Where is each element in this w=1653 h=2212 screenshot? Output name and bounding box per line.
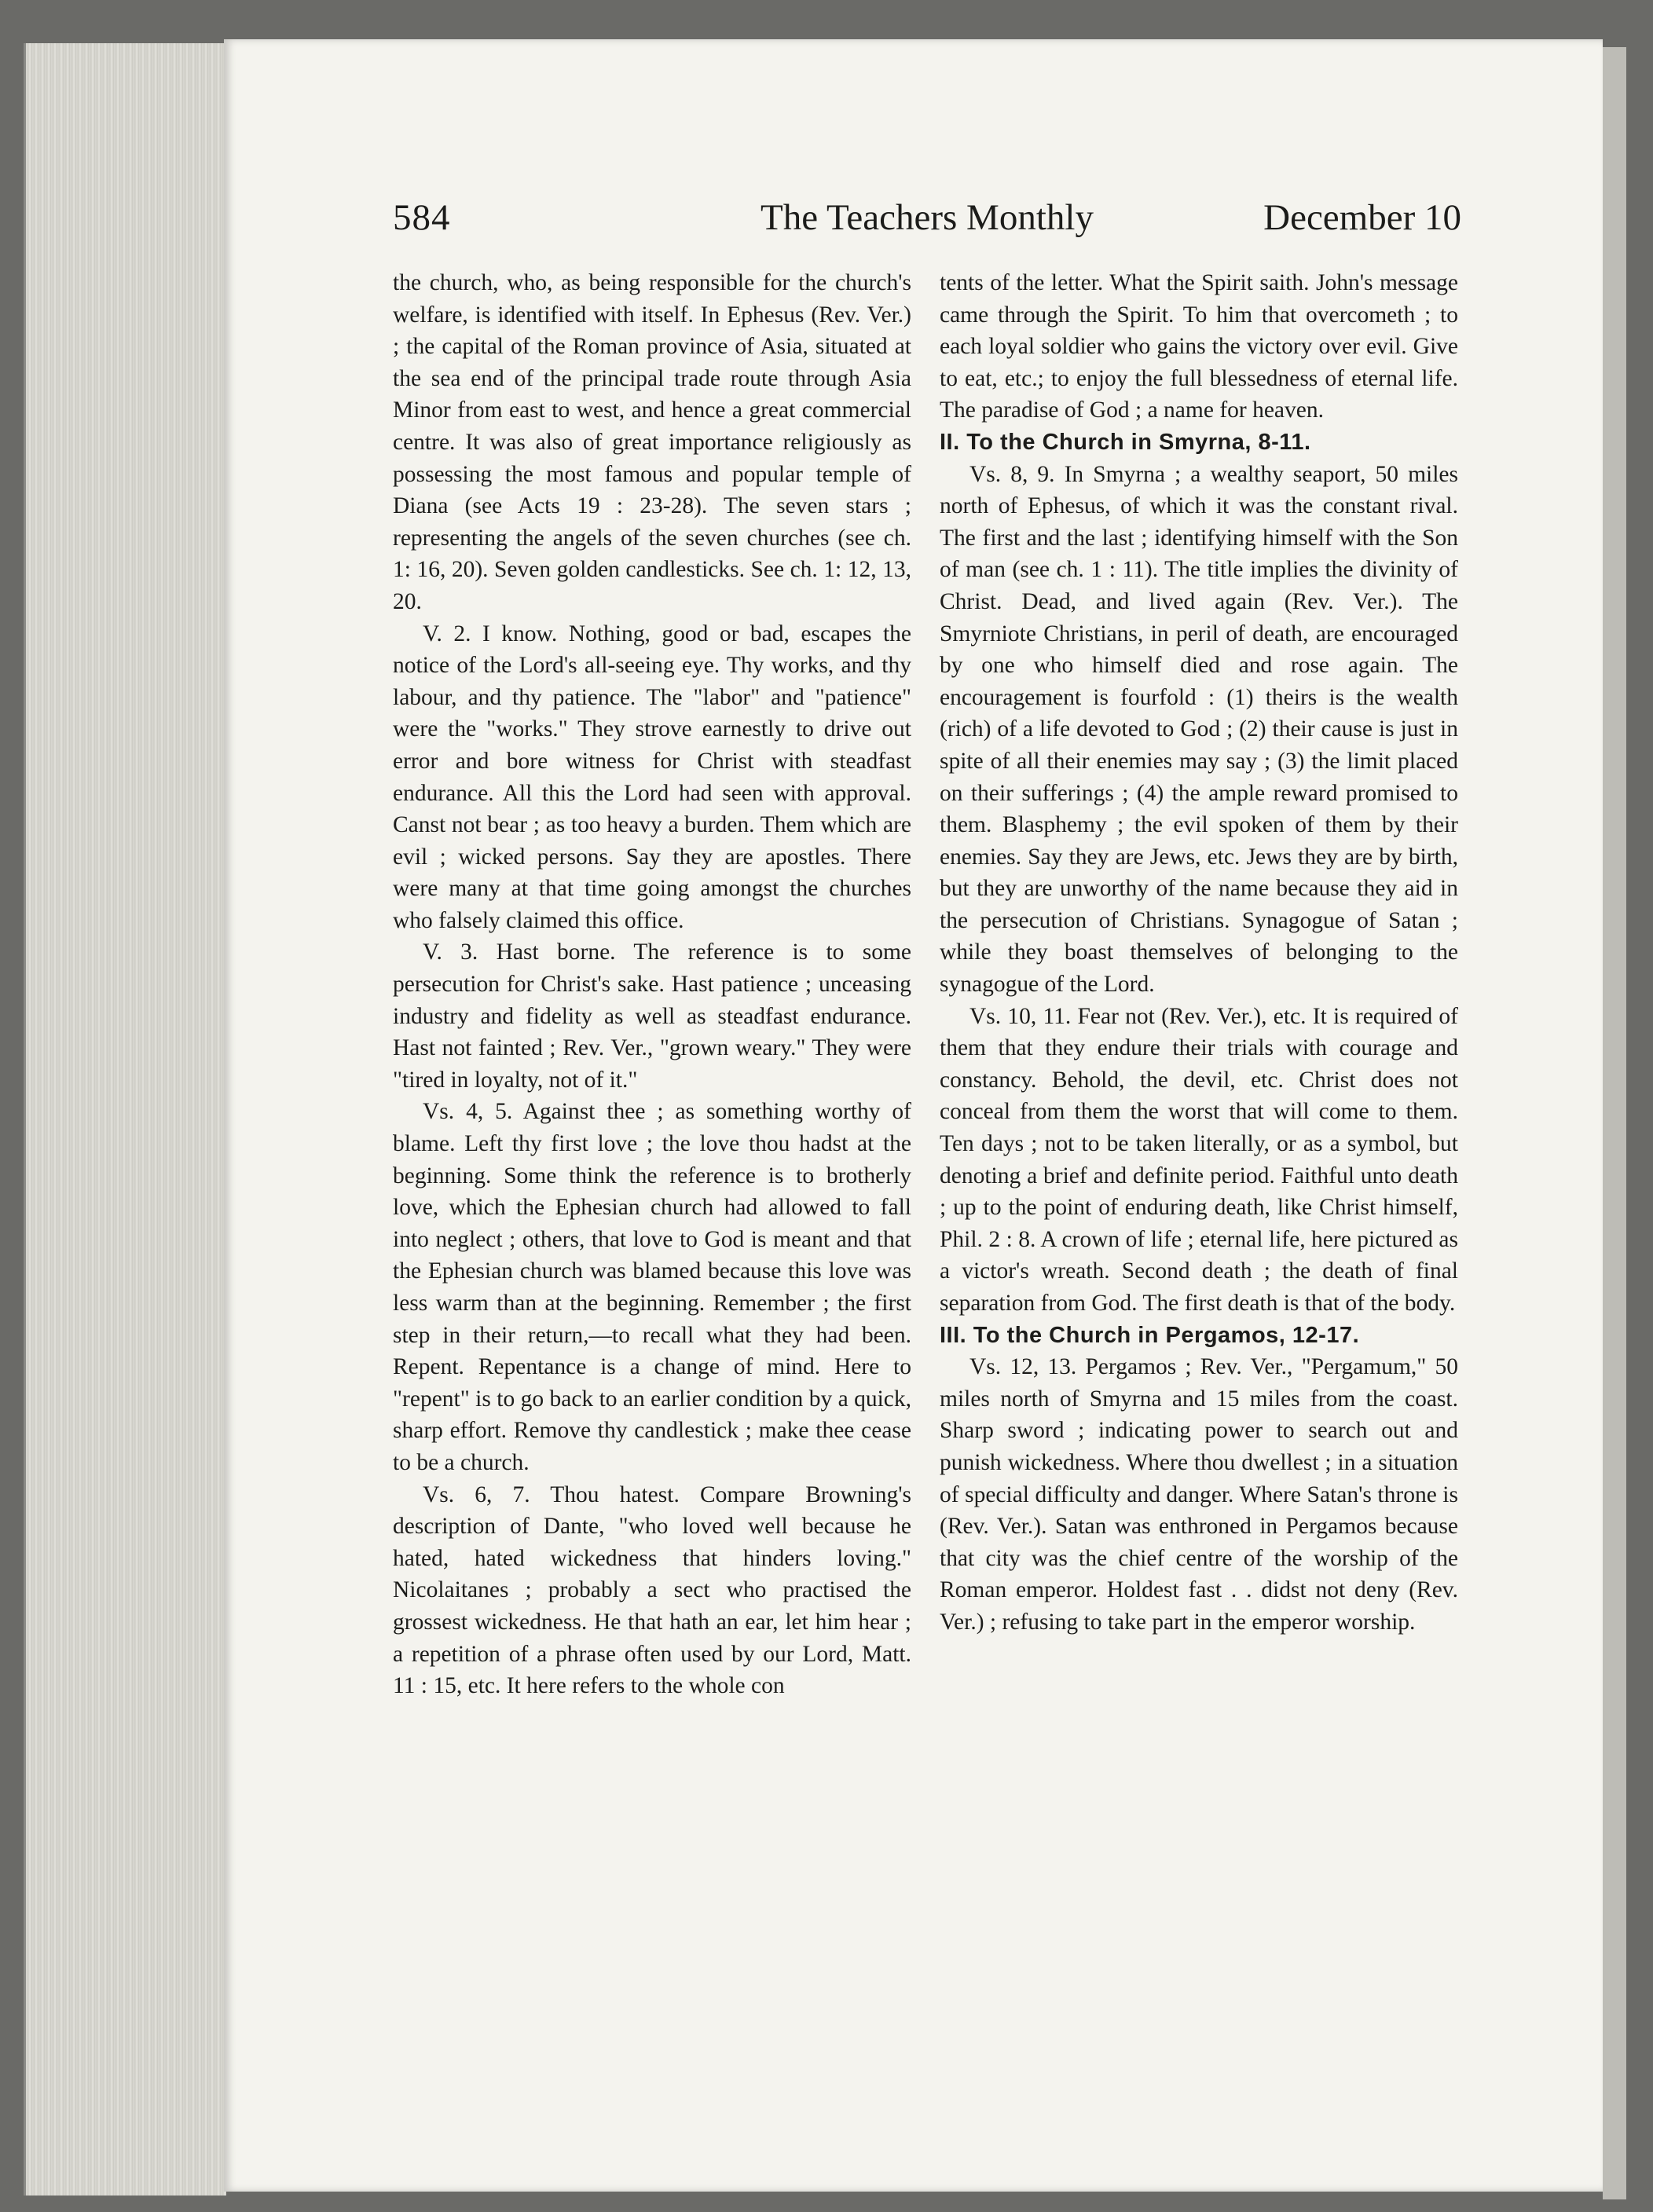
paragraph: V. 3. Hast borne. The reference is to some persecution for Christ's sake. Hast patience ; unceasing industry and fidelity as well as steadfast endurance. Hast not fainted ; Rev. Ver., "grown weary." They were "tired in loyalty, not of it." [393, 939, 911, 1093]
paragraph: V. 2. I know. Nothing, good or bad, escapes the notice of the Lord's all-seeing eye. Thy works, and thy labour, and thy patience. The "labor" and "patience" were the "works." They strove earnestly to drive out error and bore witness for Christ with steadfast endurance. All this the Lord had seen with approval. Canst not bear ; as too heavy a burden. Them which are evil ; wicked persons. Say they are apostles. There were many at that time going amongst the churches who falsely claimed this office. [393, 621, 911, 933]
paragraph: Vs. 8, 9. In Smyrna ; a wealthy seaport, 50 miles north of Ephesus, of which it was the constant rival. The first and the last ; identifying himself with the Son of man (see ch. 1 : 11). The title implies the divinity of Christ. Dead, and lived again (Rev. Ver.). The Smyrniote Christians, in peril of death, are encouraged by one who himself died and rose again. The encouragement is fourfold : (1) theirs is the wealth (rich) of a life devoted to God ; (2) their cause is just in spite of all their enemies may say ; (3) the limit placed on their sufferings ; (4) the ample reward promised to them. Blasphemy ; the evil spoken of them by their enemies. Say they are Jews, etc. Jews they are by birth, but they are unworthy of the name because they aid in the persecution of Christians. Synagogue of Satan ; while they boast themselves of belonging to the synagogue of the Lord. [940, 461, 1458, 998]
running-title: The Teachers Monthly [761, 197, 1094, 238]
book-page-edges [24, 43, 226, 2196]
paragraph: Vs. 10, 11. Fear not (Rev. Ver.), etc. It is required of them that they endure their trials with courage and constancy. Behold, the devil, etc. Christ does not conceal from them the worst that will come to them. Ten days ; not to be taken literally, or as a symbol, but denoting a brief and definite period. Faithful unto death ; up to the point of enduring death, like Christ himself, Phil. 2 : 8. A crown of life ; eternal life, here pictured as a victor's wreath. Second death ; the death of final separation from God. The first death is that of the body. [940, 1003, 1458, 1316]
paragraph: Vs. 6, 7. Thou hatest. Compare Browning's description of Dante, "who loved well because he hated, hated wickedness that hinders loving." Nicolaitanes ; probably a sect who practised the grossest wickedness. He that hath an ear, let him hear ; a repetition of a phrase often used by our Lord, Matt. 11 : 15, etc. It here refers to the whole con [393, 1481, 911, 1699]
paragraph: Vs. 4, 5. Against thee ; as something worthy of blame. Left thy first love ; the love thou hadst at the beginning. Some think the reference is to brotherly love, which the Ephesian church had allowed to fall into neglect ; others, that love to God is meant and that the Ephesian church was blamed because this love was less warm than at the beginning. Remember ; the first step in their return,—to recall what they had been. Repent. Repentance is a change of mind. Here to "repent" is to go back to an earlier condition by a quick, sharp effort. Remove thy candlestick ; make thee cease to be a church. [393, 1099, 911, 1475]
page-header [393, 196, 1461, 251]
section-heading: II. To the Church in Smyrna, 8-11. [940, 429, 1311, 455]
facing-page-edge [1603, 47, 1626, 2199]
right-column [940, 267, 1458, 1639]
paragraph: the church, who, as being responsible for the church's welfare, is identified with itself. In Ephesus (Rev. Ver.) ; the capital of the Roman province of Asia, situated at the sea end of the principal trade route through Asia Minor from east to west, and hence a great commercial centre. It was also of great importance religiously as possessing the most famous and popular temple of Diana (see Acts 19 : 23-28). The seven stars ; representing the angels of the seven churches (see ch. 1: 16, 20). Seven golden candlesticks. See ch. 1: 12, 13, 20. [393, 270, 911, 614]
left-column [393, 267, 911, 1702]
issue-date: December 10 [1263, 197, 1461, 238]
section-heading: III. To the Church in Pergamos, 12-17. [940, 1322, 1360, 1348]
paragraph: tents of the letter. What the Spirit saith. John's message came through the Spirit. To him that overcometh ; to each loyal soldier who gains the victory over evil. Give to eat, etc.; to enjoy the full blessedness of eternal life. The paradise of God ; a name for heaven. [940, 270, 1458, 423]
paragraph: Vs. 12, 13. Pergamos ; Rev. Ver., "Pergamum," 50 miles north of Smyrna and 15 miles from the coast. Sharp sword ; indicating power to search out and punish wickedness. Where thou dwellest ; in a situation of special difficulty and danger. Where Satan's throne is (Rev. Ver.). Satan was enthroned in Pergamos because that city was the chief centre of the worship of the Roman emperor. Holdest fast . . didst not deny (Rev. Ver.) ; refusing to take part in the emperor worship. [940, 1354, 1458, 1635]
page-number: 584 [393, 197, 451, 238]
